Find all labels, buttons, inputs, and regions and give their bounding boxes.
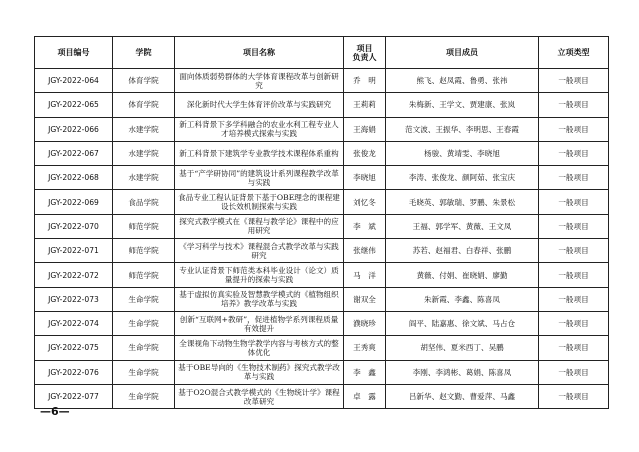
cell-project-id: JGY-2022-068 [35, 166, 113, 190]
table-row [35, 141, 609, 165]
table-row [35, 117, 609, 141]
cell-type: 一般项目 [539, 190, 609, 214]
cell-type: 一般项目 [539, 117, 609, 141]
table-row [35, 239, 609, 263]
cell-project-id: JGY-2022-065 [35, 93, 113, 117]
cell-project-id: JGY-2022-069 [35, 190, 113, 214]
cell-leader: 李晓旭 [344, 166, 386, 190]
cell-members: 杨骏、黄靖雯、李晓旭 [386, 141, 539, 165]
table-row [35, 384, 609, 408]
cell-college: 体育学院 [113, 93, 175, 117]
cell-project-name: 基于OBE导向的《生物技术制药》探究式教学改革与实践 [175, 360, 344, 384]
cell-type: 一般项目 [539, 93, 609, 117]
project-table [34, 36, 609, 409]
cell-leader: 王莉莉 [344, 93, 386, 117]
cell-leader: 张俊龙 [344, 141, 386, 165]
cell-leader: 张继伟 [344, 239, 386, 263]
cell-college: 生命学院 [113, 287, 175, 311]
cell-project-name: 《学习科学与技术》课程混合式教学改革与实践研究 [175, 239, 344, 263]
cell-members: 胡坚伟、夏米西丁、吴鹏 [386, 336, 539, 360]
cell-leader: 王海娟 [344, 117, 386, 141]
cell-college: 食品学院 [113, 190, 175, 214]
table-row [35, 360, 609, 384]
cell-project-id: JGY-2022-064 [35, 69, 113, 93]
cell-project-name: 探究式教学模式在《课程与教学论》课程中的应用研究 [175, 214, 344, 238]
cell-project-name: 食品专业工程认证背景下基于OBE理念的课程建设长效机制探索与实践 [175, 190, 344, 214]
cell-members: 黄薇、付娟、崔晓娟、廖勤 [386, 263, 539, 287]
table-row [35, 311, 609, 335]
cell-type: 一般项目 [539, 360, 609, 384]
cell-leader: 乔 明 [344, 69, 386, 93]
page-number: —6— [40, 405, 70, 418]
cell-type: 一般项目 [539, 214, 609, 238]
table-row [35, 336, 609, 360]
cell-project-id: JGY-2022-074 [35, 311, 113, 335]
table-row [35, 166, 609, 190]
cell-project-id: JGY-2022-070 [35, 214, 113, 238]
table-row [35, 190, 609, 214]
table-row [35, 93, 609, 117]
cell-project-name: 创新“互联网+教研”，促进植物学系列课程质量有效提升 [175, 311, 344, 335]
cell-members: 苏若、赵福君、白春祥、张鹏 [386, 239, 539, 263]
header-college: 学院 [113, 37, 175, 69]
cell-project-id: JGY-2022-077 [35, 384, 113, 408]
cell-college: 水建学院 [113, 117, 175, 141]
cell-leader: 王秀爽 [344, 336, 386, 360]
cell-leader: 濮晓珍 [344, 311, 386, 335]
cell-project-id: JGY-2022-073 [35, 287, 113, 311]
cell-project-id: JGY-2022-071 [35, 239, 113, 263]
header-type: 立项类型 [539, 37, 609, 69]
cell-project-id: JGY-2022-072 [35, 263, 113, 287]
cell-leader: 李 斌 [344, 214, 386, 238]
cell-college: 生命学院 [113, 336, 175, 360]
cell-type: 一般项目 [539, 311, 609, 335]
header-project-name: 项目名称 [175, 37, 344, 69]
header-project-id: 项目编号 [35, 37, 113, 69]
cell-project-name: 基于虚拟仿真实验及智慧教学模式的《植物组织培养》教学改革与实践 [175, 287, 344, 311]
cell-project-name: 基于O2O混合式教学模式的《生物统计学》课程改革研究 [175, 384, 344, 408]
table-row [35, 69, 609, 93]
cell-project-name: 面向体质弱势群体的大学体育课程改革与创新研究 [175, 69, 344, 93]
table-header-row [35, 37, 609, 69]
cell-project-id: JGY-2022-067 [35, 141, 113, 165]
cell-project-name: 深化新时代大学生体育评价改革与实践研究 [175, 93, 344, 117]
cell-project-id: JGY-2022-066 [35, 117, 113, 141]
cell-members: 李刚、李鸿彬、葛娟、陈喜凤 [386, 360, 539, 384]
cell-project-name: 基于“产学研协同”的建筑设计系列课程教学改革与实践 [175, 166, 344, 190]
cell-college: 师范学院 [113, 263, 175, 287]
cell-leader: 马 洋 [344, 263, 386, 287]
cell-members: 范文波、王振华、李明思、王春霞 [386, 117, 539, 141]
cell-project-name: 新工科背景下多学科融合的农业水利工程专业人才培养模式探索与实践 [175, 117, 344, 141]
cell-type: 一般项目 [539, 384, 609, 408]
cell-project-name: 全课视角下动物生物学教学内容与考核方式的整体优化 [175, 336, 344, 360]
cell-type: 一般项目 [539, 263, 609, 287]
cell-members: 吕新华、赵文勤、曹爱萍、马鑫 [386, 384, 539, 408]
cell-leader: 李 鑫 [344, 360, 386, 384]
cell-project-name: 新工科背景下建筑学专业教学技术课程体系重构 [175, 141, 344, 165]
cell-leader: 卓 露 [344, 384, 386, 408]
table-row [35, 287, 609, 311]
cell-members: 熊飞、赵凤霞、鲁勇、张祎 [386, 69, 539, 93]
cell-college: 水建学院 [113, 166, 175, 190]
cell-members: 王福、郭学军、黄薇、王文凤 [386, 214, 539, 238]
cell-college: 师范学院 [113, 214, 175, 238]
table-row [35, 263, 609, 287]
cell-college: 生命学院 [113, 360, 175, 384]
cell-members: 阎平、陆嘉惠、徐文斌、马占仓 [386, 311, 539, 335]
cell-type: 一般项目 [539, 69, 609, 93]
table-row [35, 214, 609, 238]
header-members: 项目成员 [386, 37, 539, 69]
cell-type: 一般项目 [539, 336, 609, 360]
header-leader: 项目 负责人 [344, 37, 386, 69]
cell-members: 朱梅新、王学文、贾建康、张岚 [386, 93, 539, 117]
cell-project-name: 专业认证背景下师范类本科毕业设计（论文）质量提升的探索与实践 [175, 263, 344, 287]
cell-type: 一般项目 [539, 287, 609, 311]
cell-college: 体育学院 [113, 69, 175, 93]
cell-members: 李涛、张俊龙、颜阿茹、张宝庆 [386, 166, 539, 190]
cell-leader: 刘忆冬 [344, 190, 386, 214]
cell-type: 一般项目 [539, 141, 609, 165]
cell-college: 师范学院 [113, 239, 175, 263]
cell-leader: 谢双全 [344, 287, 386, 311]
cell-project-id: JGY-2022-076 [35, 360, 113, 384]
cell-members: 毛晓英、郭敏瑞、罗鹏、朱景松 [386, 190, 539, 214]
cell-type: 一般项目 [539, 166, 609, 190]
cell-members: 朱新霞、李鑫、陈喜凤 [386, 287, 539, 311]
cell-college: 水建学院 [113, 141, 175, 165]
cell-college: 生命学院 [113, 311, 175, 335]
cell-project-id: JGY-2022-075 [35, 336, 113, 360]
cell-type: 一般项目 [539, 239, 609, 263]
cell-college: 生命学院 [113, 384, 175, 408]
